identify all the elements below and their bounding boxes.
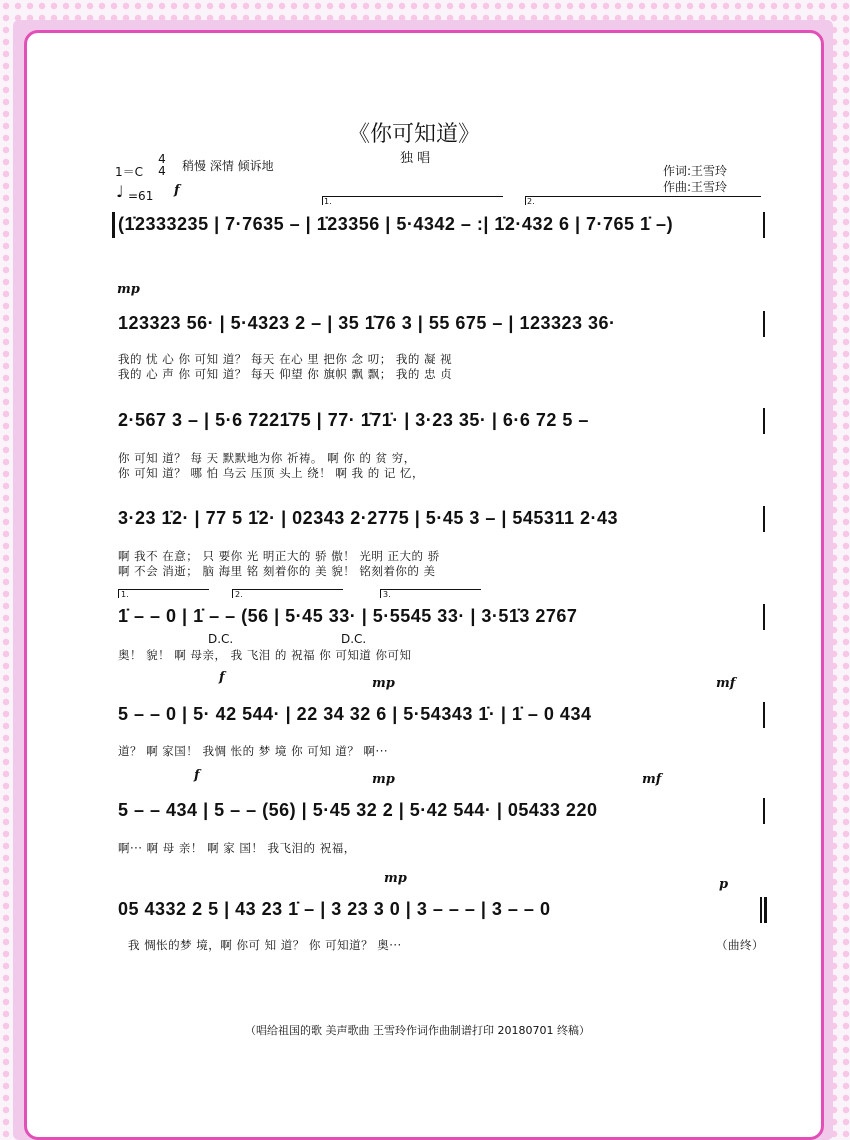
time-signature-bottom: 4: [158, 164, 166, 178]
volta-label: 2.: [235, 590, 243, 599]
notation-row: 5 – – 0 | 5· 42 544· | 22 34 32 6 | 5·54343 1̇· | 1̇ – 0 434: [118, 704, 592, 724]
lyricist: 作词:王雪玲: [663, 164, 728, 178]
lyrics-verse-1: 我 惆怅的梦 境，啊 你可 知 道？ 你 可知道？ 奥···: [128, 938, 402, 952]
notation-row: 3·23 1̇2· | 77 5 1̇2· | 02343 2·2775 | 5·45 3 – | 545311 2·43: [118, 508, 618, 528]
volta-bracket: [118, 589, 209, 598]
time-signature-top: 4: [158, 152, 166, 166]
song-title: 《你可知道》: [348, 122, 481, 147]
dynamic-marking: p: [719, 877, 729, 892]
quarter-note-icon: ♩: [116, 182, 124, 201]
barline: [112, 212, 115, 238]
lyrics-verse-1: 啊 我不 在意； 只 要你 光 明正大的 骄 傲！ 光明 正大的 骄: [118, 549, 440, 563]
notation-row: 1̇ – – 0 | 1̇ – – (56 | 5·45 33· | 5·5545 33· | 3·51̇3 2767: [118, 606, 578, 626]
lyrics-verse-1: 啊··· 啊 母 亲！ 啊 家 国！ 我飞泪的 祝福，: [118, 841, 356, 855]
final-barline: [764, 897, 767, 923]
volta-label: 1.: [121, 590, 129, 599]
performance-type: 独 唱: [400, 151, 431, 166]
dynamic-marking: f: [219, 670, 225, 685]
notation-row: 05 4332 2 5 | 43 23 1̇ – | 3 23 3 0 | 3 – – – | 3 – – 0: [118, 899, 551, 919]
volta-bracket: [232, 589, 343, 598]
da-capo-marking: D.C.: [208, 632, 234, 646]
lyrics-verse-2: 啊 不会 消逝； 脑 海里 铭 刻着你的 美 貌！ 铭刻着你的 美: [118, 564, 436, 578]
lyrics-verse-1: 奥！ 貌！ 啊 母亲， 我 飞泪 的 祝福 你 可知道 你可知: [118, 648, 412, 662]
barline: [763, 506, 765, 532]
lyrics-verse-1: 你 可知 道？ 每 天 默默地为你 祈祷。 啊 你 的 贫 穷，: [118, 451, 416, 465]
dynamic-marking: mp: [384, 871, 407, 886]
composer: 作曲:王雪玲: [663, 180, 728, 194]
dynamic-marking: f: [174, 183, 180, 198]
barline: [763, 212, 765, 238]
dynamic-marking: mf: [716, 676, 736, 691]
expression-marking: 稍慢 深情 倾诉地: [182, 159, 274, 173]
volta-label: 2.: [527, 197, 535, 206]
lyrics-verse-2: 你 可知 道？ 哪 怕 乌云 压顶 头上 绕！ 啊 我 的 记 忆，: [118, 466, 425, 480]
barline: [760, 897, 762, 923]
notation-row: 123323 56· | 5·4323 2 – | 35 1̇76 3 | 55 675 – | 123323 36·: [118, 313, 616, 333]
footer-note: （唱给祖国的歌 美声歌曲 王雪玲作词作曲制谱打印 20180701 终稿）: [245, 1024, 590, 1037]
dynamic-marking: mf: [642, 772, 662, 787]
dynamic-marking: mp: [372, 676, 395, 691]
lyrics-verse-1: 我的 忧 心 你 可知 道？ 每天 在心 里 把你 念 叨； 我的 凝 视: [118, 352, 453, 366]
volta-bracket: [525, 196, 761, 205]
dynamic-marking: mp: [117, 282, 140, 297]
lyrics-verse-2: 我的 心 声 你 可知 道？ 每天 仰望 你 旗帜 飘 飘； 我的 忠 贞: [118, 367, 453, 381]
time-signature: [157, 153, 167, 177]
notation-row: 2·567 3 – | 5·6 7221̇75 | 77· 1̇71̇· | 3·23 35· | 6·6 72 5 –: [118, 410, 589, 430]
key-signature: 1＝C: [115, 165, 144, 179]
da-capo-marking: D.C.: [341, 632, 367, 646]
barline: [763, 408, 765, 434]
volta-bracket: [322, 196, 503, 205]
end-marking: （曲终）: [716, 938, 764, 952]
tempo-marking: =61: [128, 189, 154, 203]
barline: [763, 604, 765, 630]
volta-bracket: [380, 589, 481, 598]
dynamic-marking: mp: [372, 772, 395, 787]
volta-label: 1.: [324, 197, 332, 206]
notation-row: 5 – – 434 | 5 – – (56) | 5·45 32 2 | 5·42 544· | 05433 220: [118, 800, 598, 820]
volta-label: 3.: [383, 590, 391, 599]
dynamic-marking: f: [194, 768, 200, 783]
barline: [763, 702, 765, 728]
notation-row: (1̇2333235 | 7·7635 – | 1̇23356 | 5·4342 – :| 1̇2·432 6 | 7·765 1̇ –): [118, 214, 674, 234]
lyrics-verse-1: 道？ 啊 家国！ 我惆 怅的 梦 境 你 可知 道？ 啊···: [118, 744, 389, 758]
barline: [763, 311, 765, 337]
barline: [763, 798, 765, 824]
